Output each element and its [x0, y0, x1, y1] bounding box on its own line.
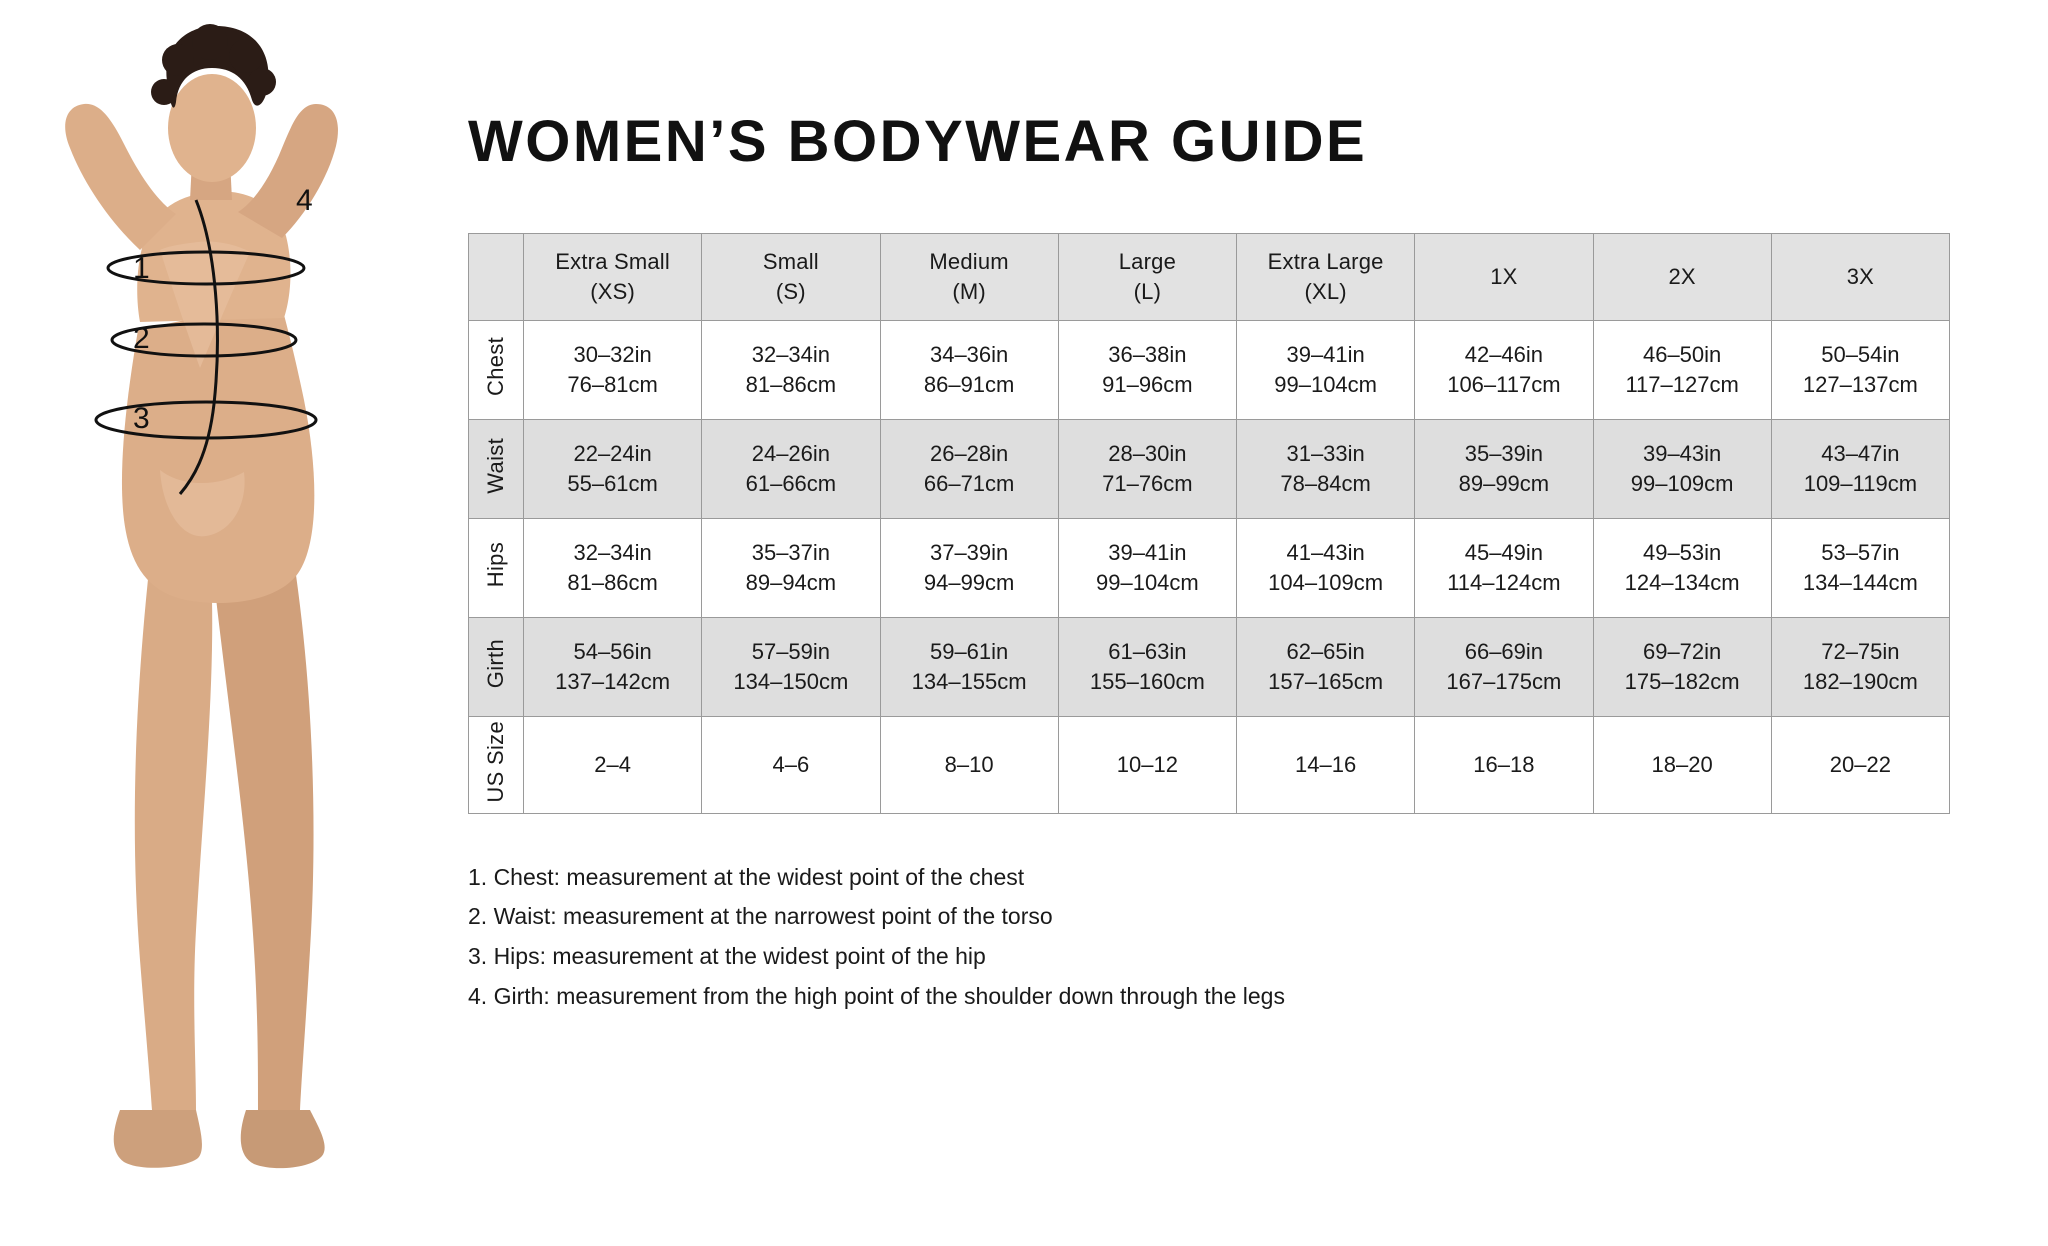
cell-chest-l-cm: 91–96cm [1102, 371, 1193, 397]
table-row-hips [469, 518, 1950, 617]
marker-2: 2 [133, 322, 150, 355]
cell-hips-3x [1771, 518, 1949, 617]
cell-us-size-2x: 18–20 [1593, 716, 1771, 813]
cell-waist-1x [1415, 419, 1593, 518]
cell-chest-xs [524, 320, 702, 419]
cell-girth-1x-cm: 167–175cm [1446, 668, 1562, 694]
cell-girth-1x-in: 66–69in [1464, 638, 1544, 664]
column-header-2x [1593, 233, 1771, 320]
cell-girth-s [702, 617, 880, 716]
cell-waist-2x-in: 39–43in [1642, 440, 1722, 466]
cell-chest-s-in: 32–34in [751, 341, 831, 367]
cell-chest-xs-cm: 76–81cm [567, 371, 658, 397]
cell-girth-3x-in: 72–75in [1821, 638, 1900, 664]
cell-hips-s [702, 518, 880, 617]
table-corner-cell [469, 233, 524, 320]
cell-chest-2x [1593, 320, 1771, 419]
cell-waist-xs-in: 22–24in [573, 440, 652, 466]
note-girth: 4. Girth: measurement from the high point of the shoulder down through the legs [468, 982, 1285, 1009]
cell-waist-xl [1237, 419, 1415, 518]
cell-hips-s-in: 35–37in [751, 539, 831, 565]
cell-waist-xs-cm: 55–61cm [567, 470, 658, 496]
cell-waist-m-in: 26–28in [929, 440, 1009, 466]
column-header-xs [524, 233, 702, 320]
cell-hips-l-in: 39–41in [1108, 539, 1187, 565]
cell-girth-2x-in: 69–72in [1642, 638, 1722, 664]
cell-waist-1x-in: 35–39in [1464, 440, 1544, 466]
cell-girth-xl-in: 62–65in [1286, 638, 1365, 664]
cell-us-size-3x: 20–22 [1771, 716, 1949, 813]
measurement-notes [468, 858, 2030, 1016]
cell-chest-2x-in: 46–50in [1642, 341, 1722, 367]
cell-hips-1x [1415, 518, 1593, 617]
cell-chest-1x-cm: 106–117cm [1447, 371, 1561, 397]
cell-girth-xl-cm: 157–165cm [1268, 668, 1384, 694]
cell-waist-3x [1771, 419, 1949, 518]
cell-waist-2x [1593, 419, 1771, 518]
cell-girth-xs-cm: 137–142cm [555, 668, 671, 694]
cell-girth-2x-cm: 175–182cm [1624, 668, 1740, 694]
cell-chest-l-in: 36–38in [1108, 341, 1187, 367]
cell-chest-xs-in: 30–32in [573, 341, 652, 367]
cell-chest-xl-in: 39–41in [1286, 341, 1365, 367]
cell-chest-m-cm: 86–91cm [923, 371, 1015, 397]
hair-curl-4 [248, 68, 276, 96]
cell-waist-m-cm: 66–71cm [923, 470, 1015, 496]
column-header-xs-line2: (XS) [590, 278, 636, 304]
marker-3: 3 [133, 402, 150, 435]
guide-content [460, 0, 2030, 1246]
row-label-waist-text: Waist [483, 438, 508, 494]
cell-waist-s-in: 24–26in [751, 440, 831, 466]
column-header-s-line2: (S) [775, 278, 806, 304]
cell-girth-m-in: 59–61in [929, 638, 1009, 664]
left-foot-shape [114, 1110, 202, 1168]
cell-chest-2x-cm: 117–127cm [1625, 371, 1739, 397]
cell-girth-l-in: 61–63in [1108, 638, 1187, 664]
cell-hips-1x-cm: 114–124cm [1447, 569, 1561, 595]
cell-chest-s [702, 320, 880, 419]
left-leg-shape [135, 560, 212, 1110]
row-label-girth-text: Girth [483, 639, 508, 689]
note-hips: 3. Hips: measurement at the widest point of the hip [468, 942, 986, 969]
cell-girth-l-cm: 155–160cm [1089, 668, 1205, 694]
cell-hips-xl-in: 41–43in [1286, 539, 1365, 565]
column-header-xl-line1: Extra Large [1267, 249, 1384, 275]
cell-girth-m [880, 617, 1058, 716]
model-illustration-panel [0, 0, 430, 1246]
cell-chest-1x-in: 42–46in [1464, 341, 1544, 367]
note-chest: 1. Chest: measurement at the widest point of the chest [468, 863, 1025, 890]
cell-girth-xs [524, 617, 702, 716]
cell-us-size-m: 8–10 [880, 716, 1058, 813]
row-label-waist [469, 419, 524, 518]
right-foot-shape [241, 1110, 325, 1168]
cell-hips-m [880, 518, 1058, 617]
cell-hips-3x-cm: 134–144cm [1802, 569, 1918, 595]
cell-hips-s-cm: 89–94cm [745, 569, 837, 595]
marker-1: 1 [133, 252, 150, 285]
row-label-hips-text: Hips [483, 542, 508, 588]
cell-hips-2x-cm: 124–134cm [1624, 569, 1740, 595]
table-header-row [469, 233, 1950, 320]
cell-waist-l-in: 28–30in [1108, 440, 1187, 466]
cell-waist-m [880, 419, 1058, 518]
cell-chest-l [1058, 320, 1236, 419]
column-header-1x-line1: 1X [1490, 264, 1518, 290]
cell-girth-1x [1415, 617, 1593, 716]
column-header-2x-line1: 2X [1668, 264, 1696, 290]
cell-waist-l-cm: 71–76cm [1102, 470, 1193, 496]
cell-waist-2x-cm: 99–109cm [1630, 470, 1734, 496]
column-header-m-line1: Medium [929, 249, 1009, 275]
column-header-3x [1771, 233, 1949, 320]
page-title: WOMEN’S BODYWEAR GUIDE [468, 109, 1368, 174]
cell-chest-s-cm: 81–86cm [745, 371, 837, 397]
column-header-3x-line1: 3X [1846, 264, 1875, 290]
cell-hips-3x-in: 53–57in [1821, 539, 1900, 565]
hair-curl-1 [162, 44, 194, 76]
cell-hips-2x-in: 49–53in [1642, 539, 1722, 565]
cell-hips-xs-cm: 81–86cm [567, 569, 658, 595]
cell-hips-m-cm: 94–99cm [923, 569, 1015, 595]
cell-hips-xs-in: 32–34in [573, 539, 652, 565]
cell-us-size-l: 10–12 [1058, 716, 1236, 813]
cell-chest-m [880, 320, 1058, 419]
cell-girth-3x [1771, 617, 1949, 716]
cell-hips-1x-in: 45–49in [1464, 539, 1544, 565]
left-arm-shape [65, 104, 176, 250]
cell-chest-3x-in: 50–54in [1821, 341, 1900, 367]
row-label-us-size [469, 716, 524, 813]
cell-waist-xl-cm: 78–84cm [1280, 470, 1371, 496]
hair-curl-2 [192, 24, 228, 60]
cell-waist-xl-in: 31–33in [1286, 440, 1365, 466]
column-header-l-line2: (L) [1133, 278, 1162, 304]
right-leg-shape [214, 575, 314, 1110]
cell-us-size-1x: 16–18 [1415, 716, 1593, 813]
marker-4: 4 [296, 184, 313, 217]
cell-waist-3x-in: 43–47in [1821, 440, 1900, 466]
cell-hips-l [1058, 518, 1236, 617]
face-shape [168, 74, 256, 182]
hair-curl-3 [229, 39, 263, 73]
cell-girth-s-in: 57–59in [751, 638, 831, 664]
cell-chest-xl-cm: 99–104cm [1274, 371, 1377, 397]
cell-chest-m-in: 34–36in [929, 341, 1009, 367]
cell-us-size-xs: 2–4 [524, 716, 702, 813]
cell-girth-m-cm: 134–155cm [911, 668, 1027, 694]
model-figure-svg [0, 0, 430, 1246]
cell-waist-3x-cm: 109–119cm [1803, 470, 1918, 496]
cell-hips-xl [1237, 518, 1415, 617]
cell-waist-xs [524, 419, 702, 518]
row-label-hips [469, 518, 524, 617]
cell-chest-3x-cm: 127–137cm [1802, 371, 1918, 397]
cell-girth-3x-cm: 182–190cm [1802, 668, 1918, 694]
column-header-xs-line1: Extra Small [555, 249, 670, 275]
cell-waist-s-cm: 61–66cm [745, 470, 837, 496]
cell-hips-2x [1593, 518, 1771, 617]
column-header-l [1058, 233, 1236, 320]
column-header-l-line1: Large [1118, 249, 1177, 275]
table-row-waist [469, 419, 1950, 518]
size-chart-table [468, 233, 1950, 814]
column-header-m-line2: (M) [952, 278, 986, 304]
row-label-us-size-text: US Size [483, 721, 508, 803]
cell-waist-1x-cm: 89–99cm [1458, 470, 1550, 496]
cell-chest-xl [1237, 320, 1415, 419]
cell-waist-l [1058, 419, 1236, 518]
row-label-chest [469, 320, 524, 419]
cell-hips-xl-cm: 104–109cm [1268, 569, 1384, 595]
cell-chest-1x [1415, 320, 1593, 419]
cell-girth-xl [1237, 617, 1415, 716]
cell-chest-3x [1771, 320, 1949, 419]
cell-us-size-s: 4–6 [702, 716, 880, 813]
table-row-us-size [469, 716, 1950, 813]
cell-us-size-xl: 14–16 [1237, 716, 1415, 813]
row-label-girth [469, 617, 524, 716]
column-header-m [880, 233, 1058, 320]
cell-hips-m-in: 37–39in [929, 539, 1009, 565]
table-row-girth [469, 617, 1950, 716]
cell-hips-xs [524, 518, 702, 617]
cell-girth-2x [1593, 617, 1771, 716]
cell-waist-s [702, 419, 880, 518]
column-header-xl [1237, 233, 1415, 320]
hair-curl-5 [151, 79, 177, 105]
column-header-1x [1415, 233, 1593, 320]
cell-girth-xs-in: 54–56in [573, 638, 652, 664]
row-label-chest-text: Chest [483, 337, 508, 397]
note-waist: 2. Waist: measurement at the narrowest point of the torso [468, 903, 1053, 930]
cell-girth-s-cm: 134–150cm [733, 668, 849, 694]
column-header-s-line1: Small [762, 249, 819, 275]
cell-hips-l-cm: 99–104cm [1096, 569, 1199, 595]
column-header-xl-line2: (XL) [1304, 278, 1347, 304]
cell-girth-l [1058, 617, 1236, 716]
column-header-s [702, 233, 880, 320]
table-row-chest [469, 320, 1950, 419]
